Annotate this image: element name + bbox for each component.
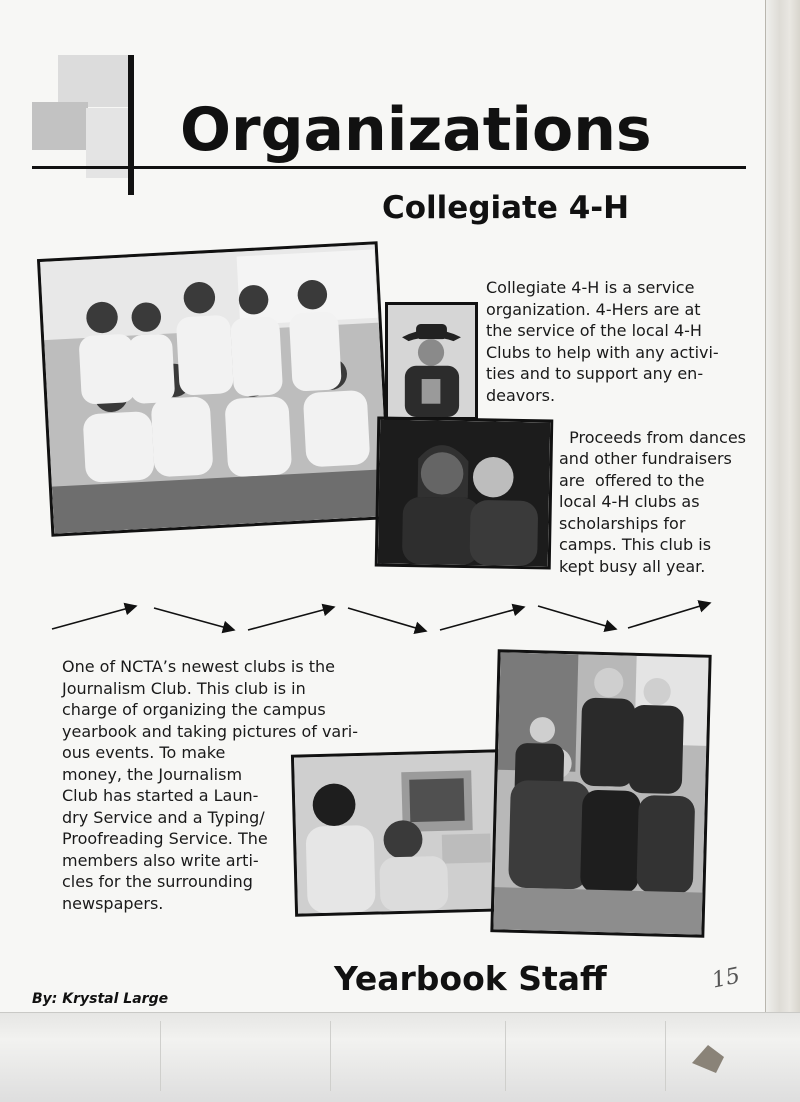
journalism-computer-photo (291, 749, 504, 916)
decorative-vertical-rule (128, 55, 134, 195)
bottom-page-strip (0, 1012, 800, 1102)
collegiate-4h-paragraph-1: Collegiate 4-H is a service organization. 4-Hers are at the service of the local 4-H Clubs to help with any activi- ties and to support any en- deavors. (486, 278, 719, 405)
collegiate-4h-group-photo (37, 241, 392, 536)
author-byline: By: Krystal Large (32, 991, 169, 1007)
page-title: Organizations (180, 95, 652, 165)
decorative-square (58, 55, 128, 107)
section-title-collegiate-4h: Collegiate 4-H (382, 190, 630, 226)
page-edge (765, 0, 800, 1030)
journalism-paragraph: One of NCTA’s newest clubs is the Journalism Club. This club is in charge of organizing the campus yearbook and taking pictures of vari- ous events. To make money, the Journalism Club has started a Laun- dry Service and a Typing/ Proofreading Service. The members also write arti- cles for the surrounding newspapers. (62, 657, 359, 913)
handwritten-page-number: 15 (709, 963, 743, 994)
decorative-square (32, 102, 88, 150)
collegiate-4h-paragraph-2: Proceeds from dances and other fundraisers are offered to the local 4-H clubs as scholarships for camps. This club is kept busy all year. (559, 427, 747, 576)
section-title-yearbook-staff: Yearbook Staff (334, 959, 607, 998)
zigzag-arrow-divider (48, 598, 716, 636)
header-rule (32, 166, 746, 169)
torn-spot-icon (690, 1041, 730, 1077)
two-students-photo (375, 416, 554, 569)
cowboy-portrait-photo (385, 302, 478, 420)
yearbook-staff-group-photo (490, 649, 711, 938)
